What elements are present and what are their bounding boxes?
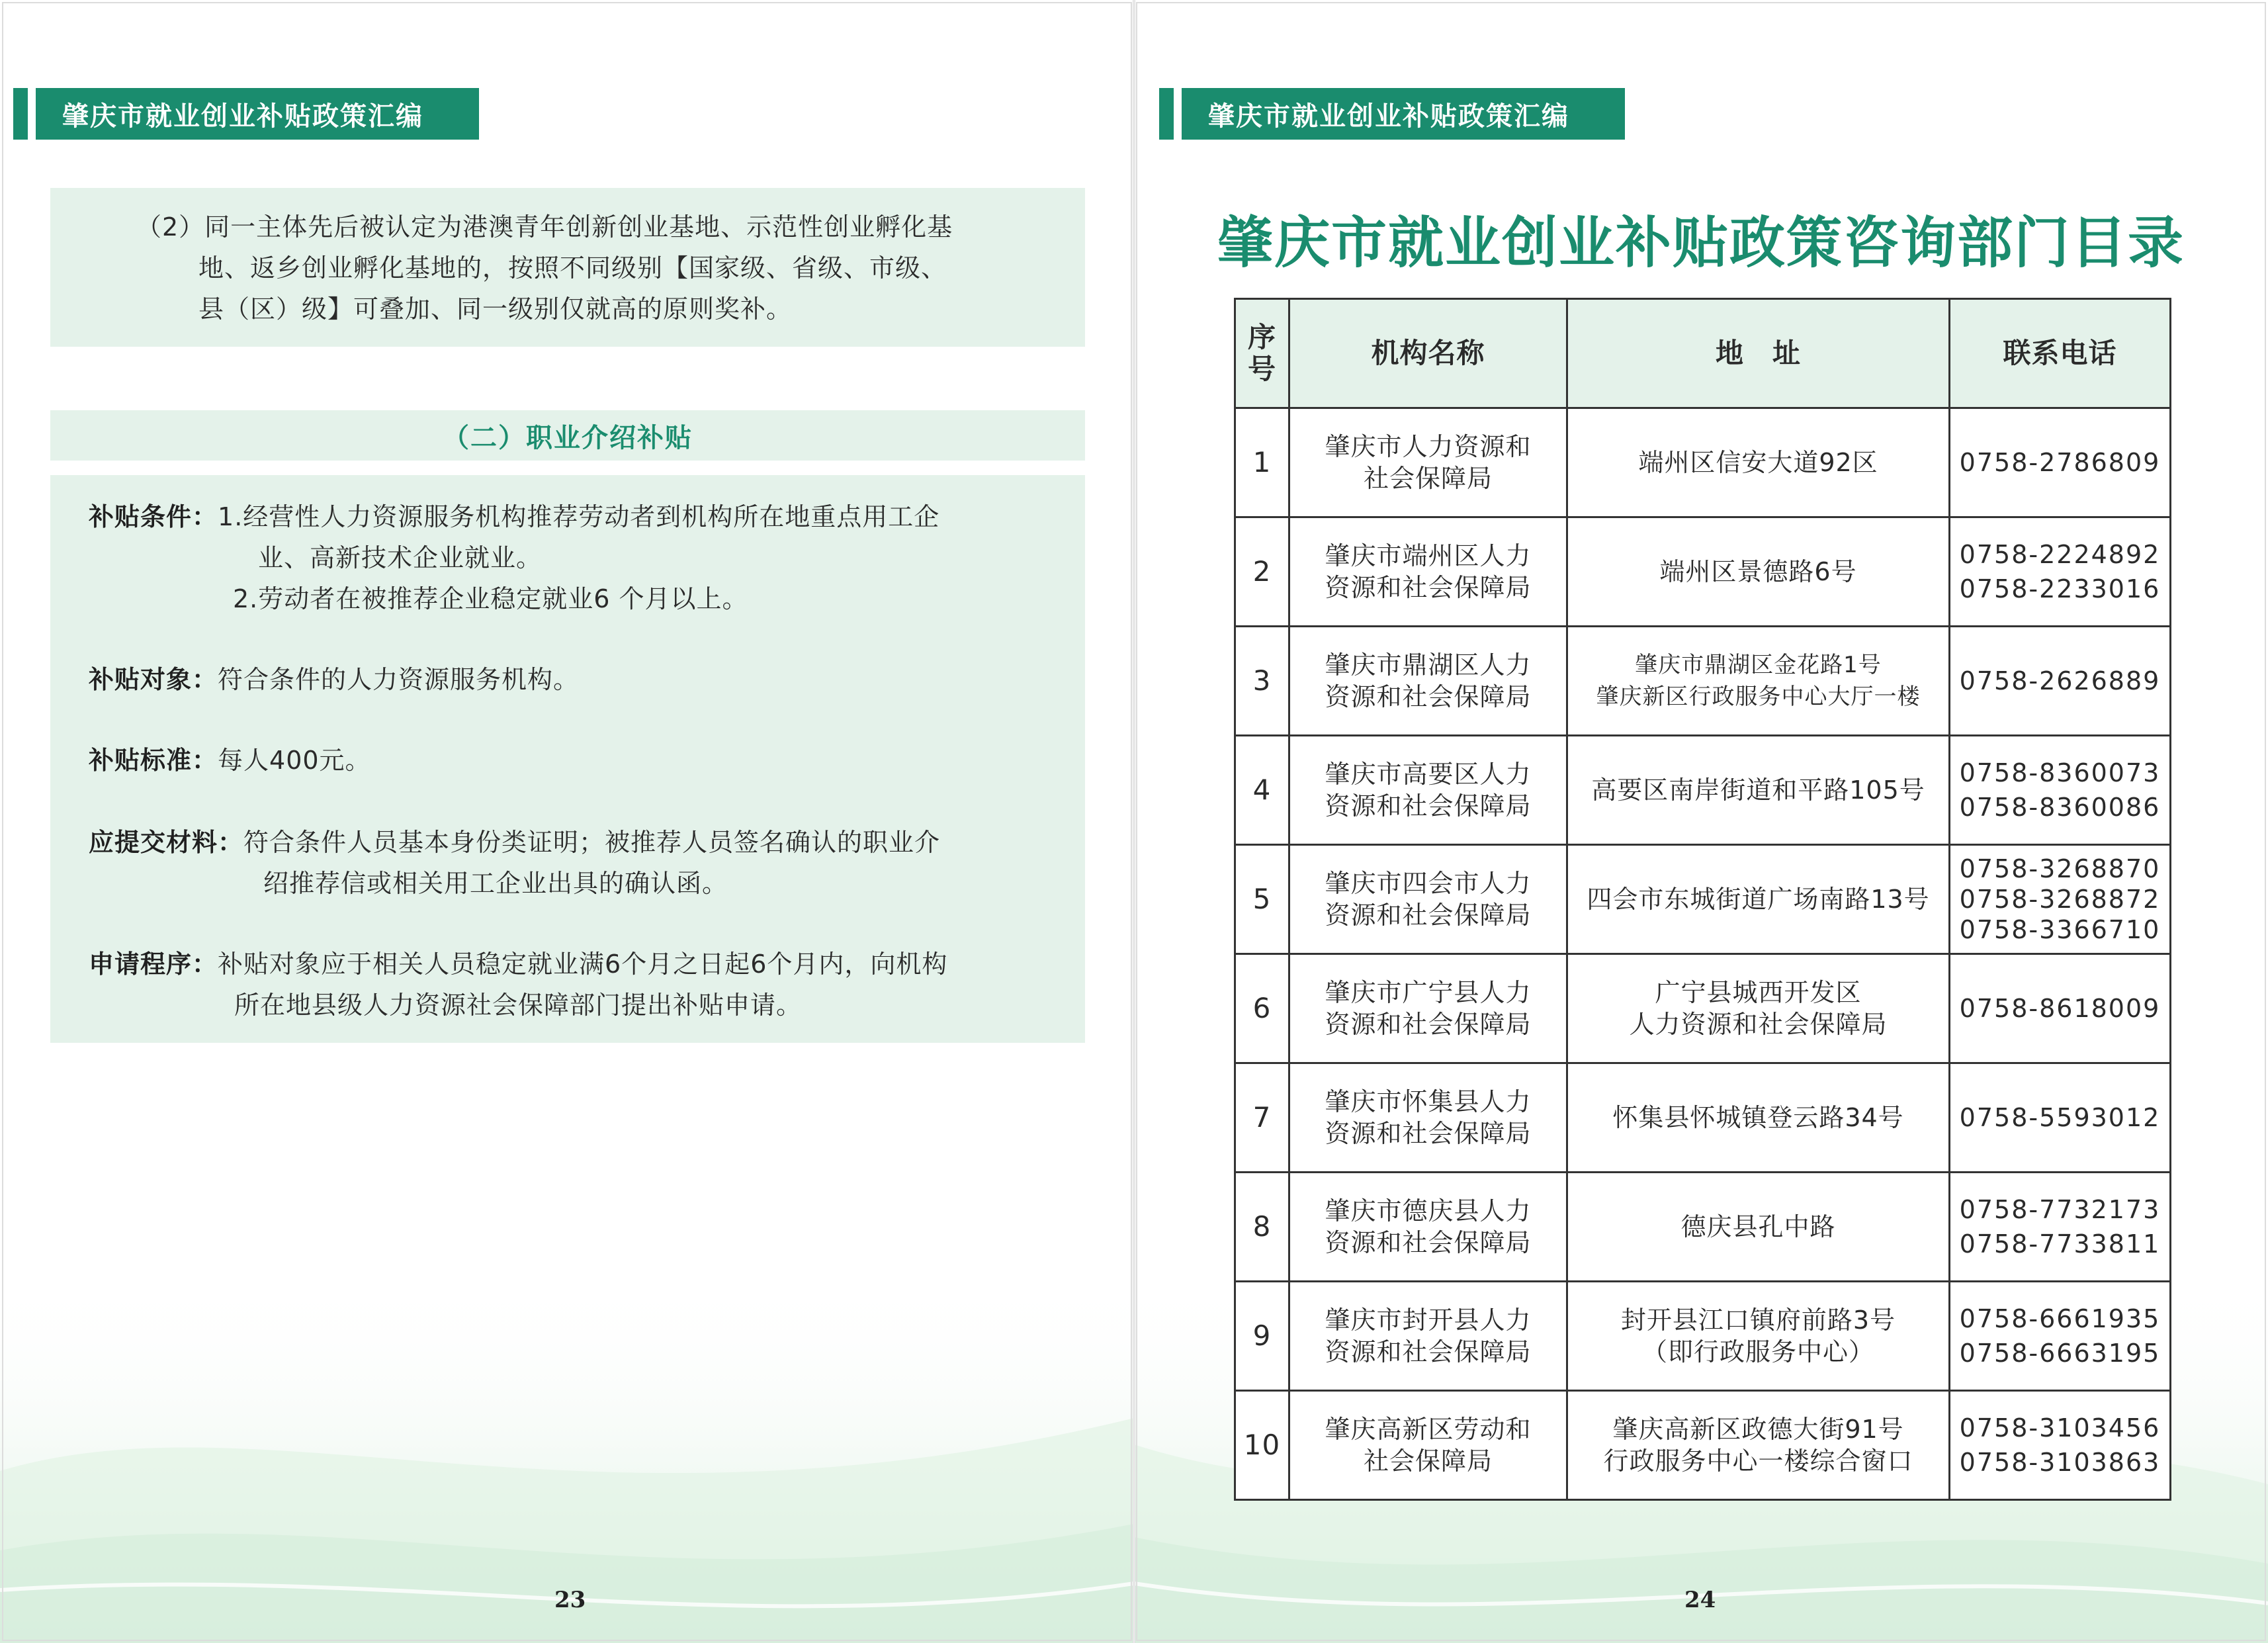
row-seq: 6 — [1235, 954, 1289, 1063]
header-address: 地 址 — [1567, 299, 1950, 408]
materials-label: 应提交材料： — [89, 828, 244, 857]
phone-number: 0758-3103456 — [1959, 1413, 2161, 1443]
address-line: （即行政服务中心） — [1641, 1337, 1874, 1366]
row-org-name — [1289, 954, 1567, 1063]
section-title-box — [50, 410, 1085, 461]
phone-number: 0758-2233016 — [1959, 574, 2161, 603]
row-seq: 7 — [1235, 1063, 1289, 1173]
address-line: 广宁县城西开发区 — [1655, 978, 1862, 1007]
phone-number: 0758-6661935 — [1959, 1304, 2161, 1333]
page-number: 24 — [1684, 1587, 1716, 1613]
address-line: 端州区信安大道92区 — [1638, 448, 1878, 477]
row-address — [1567, 736, 1950, 845]
procedure-line: 补贴对象应于相关人员稳定就业满6个月之日起6个月内，向机构 — [218, 950, 948, 979]
conditions-label: 补贴条件： — [89, 502, 218, 531]
page-header — [1159, 88, 1625, 140]
note-line: 县（区）级】可叠加、同一级别仅就高的原则奖补。 — [198, 294, 793, 324]
row-phone — [1950, 517, 2171, 627]
org-name-line: 资源和社会保障局 — [1325, 1337, 1532, 1366]
target-text: 符合条件的人力资源服务机构。 — [218, 665, 580, 694]
org-name-line: 肇庆市四会市人力 — [1325, 869, 1532, 898]
standard-text: 每人400元。 — [218, 746, 371, 775]
row-address — [1567, 1173, 1950, 1282]
org-name-line: 肇庆市德庆县人力 — [1325, 1196, 1532, 1225]
materials-line: 符合条件人员基本身份类证明；被推荐人员签名确认的职业介 — [243, 828, 941, 857]
org-name-line: 资源和社会保障局 — [1325, 682, 1532, 711]
phone-number: 0758-8360073 — [1959, 758, 2161, 787]
row-address — [1567, 954, 1950, 1063]
row-org-name — [1289, 736, 1567, 845]
row-phone — [1950, 845, 2171, 954]
phone-number: 0758-5593012 — [1959, 1103, 2161, 1132]
address-line: 封开县江口镇府前路3号 — [1620, 1306, 1896, 1335]
row-phone — [1950, 408, 2171, 517]
row-org-name — [1289, 845, 1567, 954]
row-phone — [1950, 627, 2171, 736]
book-spine — [1133, 0, 1135, 1643]
standard-label: 补贴标准： — [89, 746, 218, 775]
note-line: 地、返乡创业孵化基地的，按照不同级别【国家级、省级、市级、 — [198, 253, 947, 283]
row-org-name — [1289, 1063, 1567, 1173]
row-address — [1567, 845, 1950, 954]
org-name-line: 肇庆市人力资源和 — [1325, 432, 1532, 461]
row-phone — [1950, 1173, 2171, 1282]
row-seq: 4 — [1235, 736, 1289, 845]
address-line: 肇庆高新区政德大街91号 — [1612, 1415, 1904, 1444]
row-phone — [1950, 736, 2171, 845]
header-phone: 联系电话 — [1950, 299, 2171, 408]
header-title: 肇庆市就业创业补贴政策汇编 — [1182, 88, 1625, 140]
conditions-line: 2.劳动者在被推荐企业稳定就业6 个月以上。 — [233, 584, 748, 613]
phone-number: 0758-3103863 — [1959, 1448, 2161, 1477]
row-seq: 5 — [1235, 845, 1289, 954]
directory-title: 肇庆市就业创业补贴政策咨询部门目录 — [1217, 210, 2185, 275]
phone-number: 0758-2786809 — [1959, 448, 2161, 477]
procedure-label: 申请程序： — [89, 950, 218, 979]
org-name-line: 肇庆市端州区人力 — [1325, 541, 1532, 570]
row-address — [1567, 627, 1950, 736]
materials-line: 绍推荐信或相关用工企业出具的确认函。 — [263, 869, 728, 898]
subsidy-standard — [89, 740, 1068, 781]
table-row — [1235, 1063, 2171, 1173]
row-org-name — [1289, 1391, 1567, 1500]
row-org-name — [1289, 408, 1567, 517]
row-phone — [1950, 1282, 2171, 1391]
row-seq: 2 — [1235, 517, 1289, 627]
application-procedure — [89, 944, 1068, 1026]
address-line: 端州区景德路6号 — [1659, 557, 1857, 586]
right-page — [1134, 0, 2268, 1643]
phone-number: 0758-7732173 — [1959, 1195, 2161, 1224]
row-address — [1567, 1282, 1950, 1391]
table-row — [1235, 627, 2171, 736]
org-name-line: 资源和社会保障局 — [1325, 901, 1532, 930]
org-name-line: 资源和社会保障局 — [1325, 1010, 1532, 1039]
table-row — [1235, 736, 2171, 845]
row-seq: 9 — [1235, 1282, 1289, 1391]
row-address — [1567, 517, 1950, 627]
org-name-line: 肇庆市怀集县人力 — [1325, 1087, 1532, 1116]
conditions-line: 业、高新技术企业就业。 — [258, 543, 543, 572]
required-materials — [89, 822, 1068, 904]
header-title: 肇庆市就业创业补贴政策汇编 — [36, 88, 479, 140]
row-org-name — [1289, 627, 1567, 736]
phone-number: 0758-2626889 — [1959, 666, 2161, 695]
conditions-line: 1.经营性人力资源服务机构推荐劳动者到机构所在地重点用工企 — [218, 502, 940, 531]
phone-number: 0758-6663195 — [1959, 1339, 2161, 1368]
table-row — [1235, 1173, 2171, 1282]
address-line: 行政服务中心一楼综合窗口 — [1603, 1446, 1913, 1476]
phone-number: 0758-7733811 — [1959, 1229, 2161, 1259]
table-row — [1235, 517, 2171, 627]
org-name-line: 资源和社会保障局 — [1325, 1228, 1532, 1257]
table-row — [1235, 1282, 2171, 1391]
org-name-line: 肇庆市广宁县人力 — [1325, 978, 1532, 1007]
org-name-line: 社会保障局 — [1363, 1446, 1493, 1476]
org-name-line: 肇庆市高要区人力 — [1325, 760, 1532, 789]
phone-number: 0758-2224892 — [1959, 540, 2161, 569]
org-name-line: 资源和社会保障局 — [1325, 1119, 1532, 1148]
row-seq: 3 — [1235, 627, 1289, 736]
row-seq: 10 — [1235, 1391, 1289, 1500]
row-phone — [1950, 1391, 2171, 1500]
row-address — [1567, 1391, 1950, 1500]
phone-number: 0758-8618009 — [1959, 994, 2161, 1023]
row-org-name — [1289, 517, 1567, 627]
page-header — [13, 88, 479, 140]
page-number: 23 — [554, 1587, 586, 1613]
table-row — [1235, 1391, 2171, 1500]
org-name-line: 肇庆市封开县人力 — [1325, 1306, 1532, 1335]
address-line: 肇庆市鼎湖区金花路1号 — [1635, 652, 1882, 678]
address-line: 高要区南岸街道和平路105号 — [1591, 776, 1925, 805]
row-org-name — [1289, 1282, 1567, 1391]
row-org-name — [1289, 1173, 1567, 1282]
table-row — [1235, 954, 2171, 1063]
target-label: 补贴对象： — [89, 665, 218, 694]
org-name-line: 肇庆市鼎湖区人力 — [1325, 650, 1532, 680]
table-row — [1235, 845, 2171, 954]
row-seq: 8 — [1235, 1173, 1289, 1282]
section-title: （二）职业介绍补贴 — [443, 422, 693, 453]
address-line: 肇庆新区行政服务中心大厅一楼 — [1596, 684, 1921, 710]
row-seq: 1 — [1235, 408, 1289, 517]
row-address — [1567, 408, 1950, 517]
subsidy-conditions — [89, 496, 1068, 619]
header-name: 机构名称 — [1289, 299, 1567, 408]
header-seq: 序 号 — [1235, 299, 1289, 408]
org-name-line: 社会保障局 — [1363, 464, 1493, 493]
org-name-line: 资源和社会保障局 — [1325, 573, 1532, 602]
row-address — [1567, 1063, 1950, 1173]
address-line: 人力资源和社会保障局 — [1629, 1010, 1888, 1039]
phone-number: 0758-3268870 — [1959, 854, 2161, 883]
phone-number: 0758-8360086 — [1959, 793, 2161, 822]
phone-number: 0758-3268872 — [1959, 885, 2161, 914]
address-line: 四会市东城街道广场南路13号 — [1587, 885, 1930, 914]
subsidy-target — [89, 659, 1068, 700]
address-line: 怀集县怀城镇登云路34号 — [1612, 1103, 1904, 1132]
consultation-directory-table — [1234, 298, 2171, 1501]
phone-number: 0758-3366710 — [1959, 915, 2161, 944]
address-line: 德庆县孔中路 — [1680, 1212, 1836, 1241]
procedure-line: 所在地县级人力资源社会保障部门提出补贴申请。 — [234, 991, 803, 1020]
header-accent-bar — [13, 88, 28, 140]
note-paragraph — [86, 206, 1065, 330]
table-row — [1235, 408, 2171, 517]
header-accent-bar — [1159, 88, 1174, 140]
row-phone — [1950, 954, 2171, 1063]
table-header-row — [1235, 299, 2171, 408]
org-name-line: 肇庆高新区劳动和 — [1325, 1415, 1532, 1444]
note-line: （2）同一主体先后被认定为港澳青年创新创业基地、示范性创业孵化基 — [136, 212, 953, 242]
row-phone — [1950, 1063, 2171, 1173]
org-name-line: 资源和社会保障局 — [1325, 791, 1532, 821]
